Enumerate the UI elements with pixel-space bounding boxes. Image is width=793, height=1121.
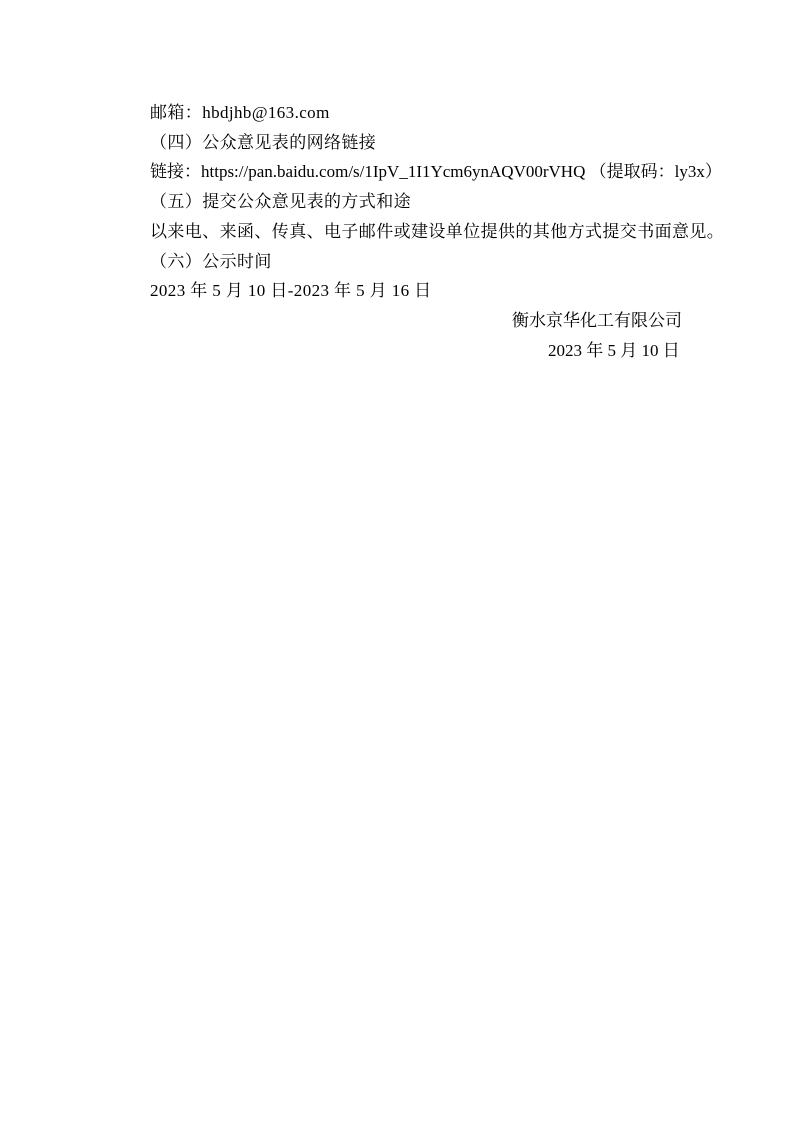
submission-methods-line: 以来电、来函、传真、电子邮件或建设单位提供的其他方式提交书面意见。: [150, 221, 725, 241]
signature-date: 2023 年 5 月 10 日: [548, 340, 680, 360]
publicity-period-line: 2023 年 5 月 10 日-2023 年 5 月 16 日: [150, 281, 432, 301]
section-4-heading: （四）公众意见表的网络链接: [150, 132, 377, 152]
link-line: 链接：https://pan.baidu.com/s/1IpV_1I1Ycm6ynAQV00rVHQ （提取码：ly3x）: [150, 162, 722, 182]
section-6-heading: （六）公示时间: [150, 251, 272, 271]
section-5-heading: （五）提交公众意见表的方式和途: [150, 192, 411, 212]
signature-company: 衡水京华化工有限公司: [512, 310, 682, 330]
email-line: 邮箱：hbdjhb@163.com: [150, 103, 330, 122]
text-block: [150, 98, 725, 365]
